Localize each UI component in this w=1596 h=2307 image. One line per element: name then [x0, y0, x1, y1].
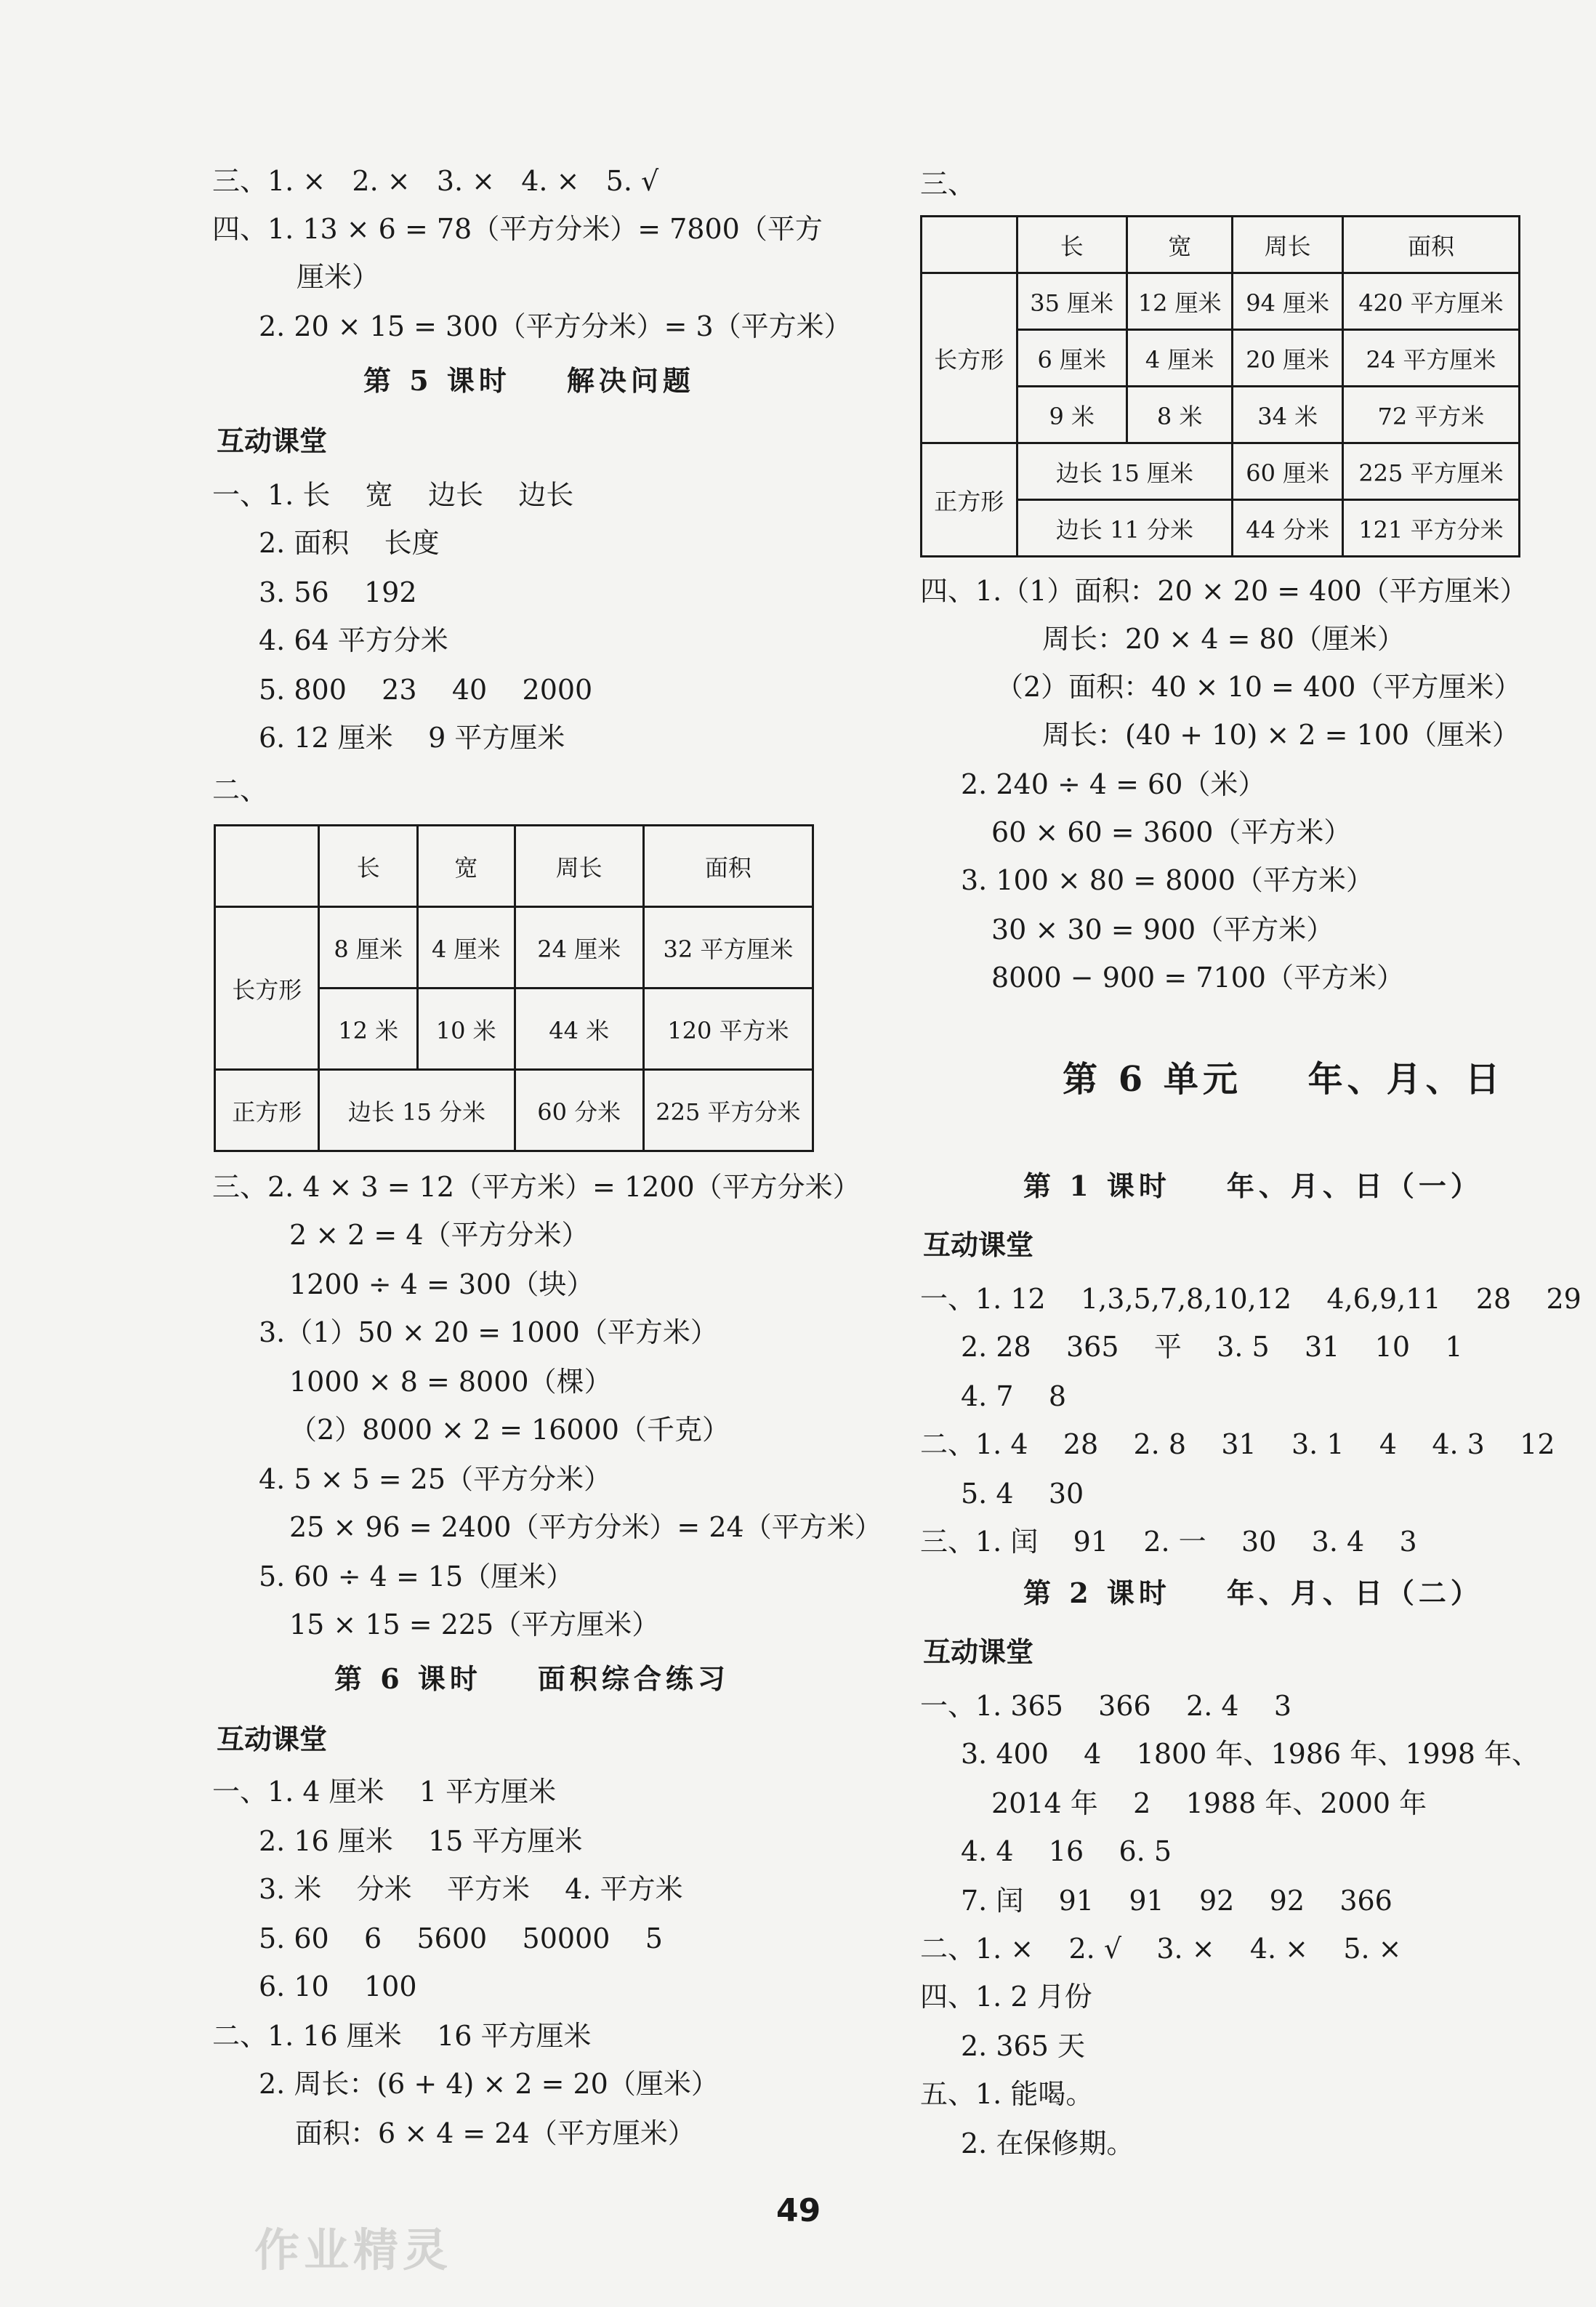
answer-line: 7. 闰 91 91 92 92 366 — [961, 1885, 1393, 1917]
unit-title: 第 6 单元 年、月、日 — [1063, 1059, 1504, 1100]
lesson-title: 第 5 课时 解决问题 — [363, 364, 695, 397]
answer-line: 4. 7 8 — [961, 1380, 1067, 1412]
table-cell: 120 平方米 — [643, 989, 813, 1070]
answer-line: 二、1. 16 厘米 16 平方厘米 — [212, 2020, 592, 2052]
answer-line: 2. 在保修期。 — [961, 2127, 1134, 2159]
table-cell: 24 平方厘米 — [1342, 330, 1519, 387]
answer-line: 2. 240 ÷ 4 = 60（米） — [961, 768, 1266, 800]
table-cell: 边长 15 厘米 — [1017, 443, 1233, 500]
answer-line: （2）面积：40 × 10 = 400（平方厘米） — [996, 671, 1522, 703]
header-width: 宽 — [417, 826, 515, 907]
table-cell: 35 厘米 — [1017, 273, 1127, 330]
rect-square-table — [214, 824, 814, 1152]
section-heading: 互动课堂 — [923, 1229, 1034, 1261]
answer-line: 三、 — [920, 168, 976, 200]
answer-line: 2. 16 厘米 15 平方厘米 — [259, 1825, 583, 1857]
table-cell: 24 厘米 — [515, 907, 643, 989]
answer-line: 25 × 96 = 2400（平方分米）= 24（平方米） — [289, 1511, 882, 1543]
table-cell: 9 米 — [1017, 387, 1127, 443]
table-cell: 边长 11 分米 — [1017, 500, 1233, 557]
rect-square-table-2 — [920, 215, 1520, 557]
answer-line: 四、1. 2 月份 — [920, 1981, 1092, 2013]
table-cell: 44 分米 — [1233, 500, 1342, 557]
lesson-title: 第 6 课时 面积综合练习 — [334, 1662, 730, 1695]
answer-line: 3. 米 分米 平方米 4. 平方米 — [259, 1873, 683, 1905]
answer-line: 面积：6 × 4 = 24（平方厘米） — [295, 2117, 696, 2149]
answer-line: 6. 12 厘米 9 平方厘米 — [259, 722, 565, 754]
answer-line: 4. 5 × 5 = 25（平方分米） — [259, 1463, 612, 1495]
header-area: 面积 — [1342, 217, 1519, 273]
answer-line: 五、1. 能喝。 — [920, 2078, 1094, 2110]
table-cell: 44 米 — [515, 989, 643, 1070]
table-cell: 121 平方分米 — [1342, 500, 1519, 557]
answer-line: 5. 60 6 5600 50000 5 — [259, 1922, 663, 1954]
answer-line: 6. 10 100 — [259, 1970, 417, 2002]
answer-line: 二、1. 4 28 2. 8 31 3. 1 4 4. 3 12 — [920, 1428, 1555, 1460]
answer-line: 30 × 30 = 900（平方米） — [991, 914, 1334, 946]
answer-line: 5. 800 23 40 2000 — [259, 674, 593, 706]
table-cell: 94 厘米 — [1233, 273, 1342, 330]
row-label-rectangle: 长方形 — [215, 907, 319, 1070]
header-perimeter: 周长 — [1233, 217, 1342, 273]
header-length: 长 — [1017, 217, 1127, 273]
table-cell: 8 厘米 — [319, 907, 418, 989]
table-corner — [215, 826, 319, 907]
answer-line: 周长：20 × 4 = 80（厘米） — [1042, 623, 1405, 655]
answer-line: 8000 − 900 = 7100（平方米） — [991, 962, 1404, 994]
header-width: 宽 — [1127, 217, 1232, 273]
table-cell: 72 平方米 — [1342, 387, 1519, 443]
answer-line: 四、1. 13 × 6 = 78（平方分米）= 7800（平方 — [212, 213, 823, 245]
table-cell: 4 厘米 — [417, 907, 515, 989]
answer-line: 三、1. 闰 91 2. 一 30 3. 4 3 — [920, 1526, 1417, 1558]
table-cell: 60 厘米 — [1233, 443, 1342, 500]
lesson-title: 第 1 课时 年、月、日（一） — [1023, 1169, 1483, 1202]
table-cell: 20 厘米 — [1233, 330, 1342, 387]
answer-line: 2. 周长：(6 + 4) × 2 = 20（厘米） — [259, 2068, 719, 2100]
lesson-title: 第 2 课时 年、月、日（二） — [1023, 1577, 1483, 1609]
answer-line: 1200 ÷ 4 = 300（块） — [289, 1268, 595, 1300]
answer-line: 2. 20 × 15 = 300（平方分米）= 3（平方米） — [259, 310, 852, 342]
answer-line: 四、1.（1）面积：20 × 20 = 400（平方厘米） — [920, 575, 1528, 607]
answer-line: 5. 60 ÷ 4 = 15（厘米） — [259, 1561, 574, 1593]
answer-line: 3. 56 192 — [259, 576, 417, 608]
header-length: 长 — [319, 826, 418, 907]
row-label-rectangle: 长方形 — [922, 273, 1017, 443]
header-area: 面积 — [643, 826, 813, 907]
answer-line: 4. 4 16 6. 5 — [961, 1835, 1172, 1867]
table-cell: 8 米 — [1127, 387, 1232, 443]
answer-line: 厘米） — [297, 261, 380, 293]
answer-line: 三、2. 4 × 3 = 12（平方米）= 1200（平方分米） — [212, 1171, 861, 1203]
answer-line: 2. 365 天 — [961, 2030, 1085, 2062]
page-number: 49 — [776, 2192, 821, 2229]
row-label-square: 正方形 — [922, 443, 1017, 557]
row-label-square: 正方形 — [215, 1070, 319, 1151]
answer-line: 2. 面积 长度 — [259, 527, 440, 559]
table-cell: 34 米 — [1233, 387, 1342, 443]
table-cell: 12 米 — [319, 989, 418, 1070]
answer-line: 60 × 60 = 3600（平方米） — [991, 816, 1352, 848]
answer-line: 一、1. 长 宽 边长 边长 — [212, 479, 574, 511]
answer-line: 一、1. 4 厘米 1 平方厘米 — [212, 1776, 557, 1808]
table-corner — [922, 217, 1017, 273]
answer-line: 3.（1）50 × 20 = 1000（平方米） — [259, 1316, 718, 1348]
table-cell: 225 平方厘米 — [1342, 443, 1519, 500]
section-heading: 互动课堂 — [923, 1636, 1034, 1668]
answer-line: 1000 × 8 = 8000（棵） — [289, 1366, 612, 1398]
table-cell: 边长 15 分米 — [319, 1070, 515, 1151]
table-cell: 12 厘米 — [1127, 273, 1232, 330]
answer-line: 4. 64 平方分米 — [259, 624, 448, 656]
table-cell: 32 平方厘米 — [643, 907, 813, 989]
answer-line: 二、 — [212, 774, 268, 806]
answer-line: 一、1. 12 1,3,5,7,8,10,12 4,6,9,11 28 29 — [920, 1283, 1581, 1315]
table-cell: 6 厘米 — [1017, 330, 1127, 387]
answer-line: 2014 年 2 1988 年、2000 年 — [991, 1787, 1427, 1819]
answer-line: 2 × 2 = 4（平方分米） — [289, 1219, 589, 1251]
answer-line: 一、1. 365 366 2. 4 3 — [920, 1690, 1292, 1722]
section-heading: 互动课堂 — [217, 1723, 328, 1755]
table-cell: 10 米 — [417, 989, 515, 1070]
answer-line: 2. 28 365 平 3. 5 31 10 1 — [961, 1331, 1463, 1363]
header-perimeter: 周长 — [515, 826, 643, 907]
table-cell: 225 平方分米 — [643, 1070, 813, 1151]
answer-line: 周长：(40 + 10) × 2 = 100（厘米） — [1042, 719, 1520, 751]
answer-line: 3. 400 4 1800 年、1986 年、1998 年、 — [961, 1738, 1540, 1770]
answer-line: 5. 4 30 — [961, 1478, 1084, 1510]
answer-line: （2）8000 × 2 = 16000（千克） — [289, 1414, 730, 1446]
watermark: 作业精灵 — [254, 2223, 453, 2276]
table-cell: 420 平方厘米 — [1342, 273, 1519, 330]
section-heading: 互动课堂 — [217, 425, 328, 457]
answer-line: 二、1. × 2. √ 3. × 4. × 5. × — [920, 1933, 1402, 1965]
answer-line: 三、1. × 2. × 3. × 4. × 5. √ — [212, 165, 659, 197]
table-cell: 4 厘米 — [1127, 330, 1232, 387]
answer-line: 15 × 15 = 225（平方厘米） — [289, 1609, 660, 1640]
answer-line: 3. 100 × 80 = 8000（平方米） — [961, 864, 1374, 896]
table-cell: 60 分米 — [515, 1070, 643, 1151]
